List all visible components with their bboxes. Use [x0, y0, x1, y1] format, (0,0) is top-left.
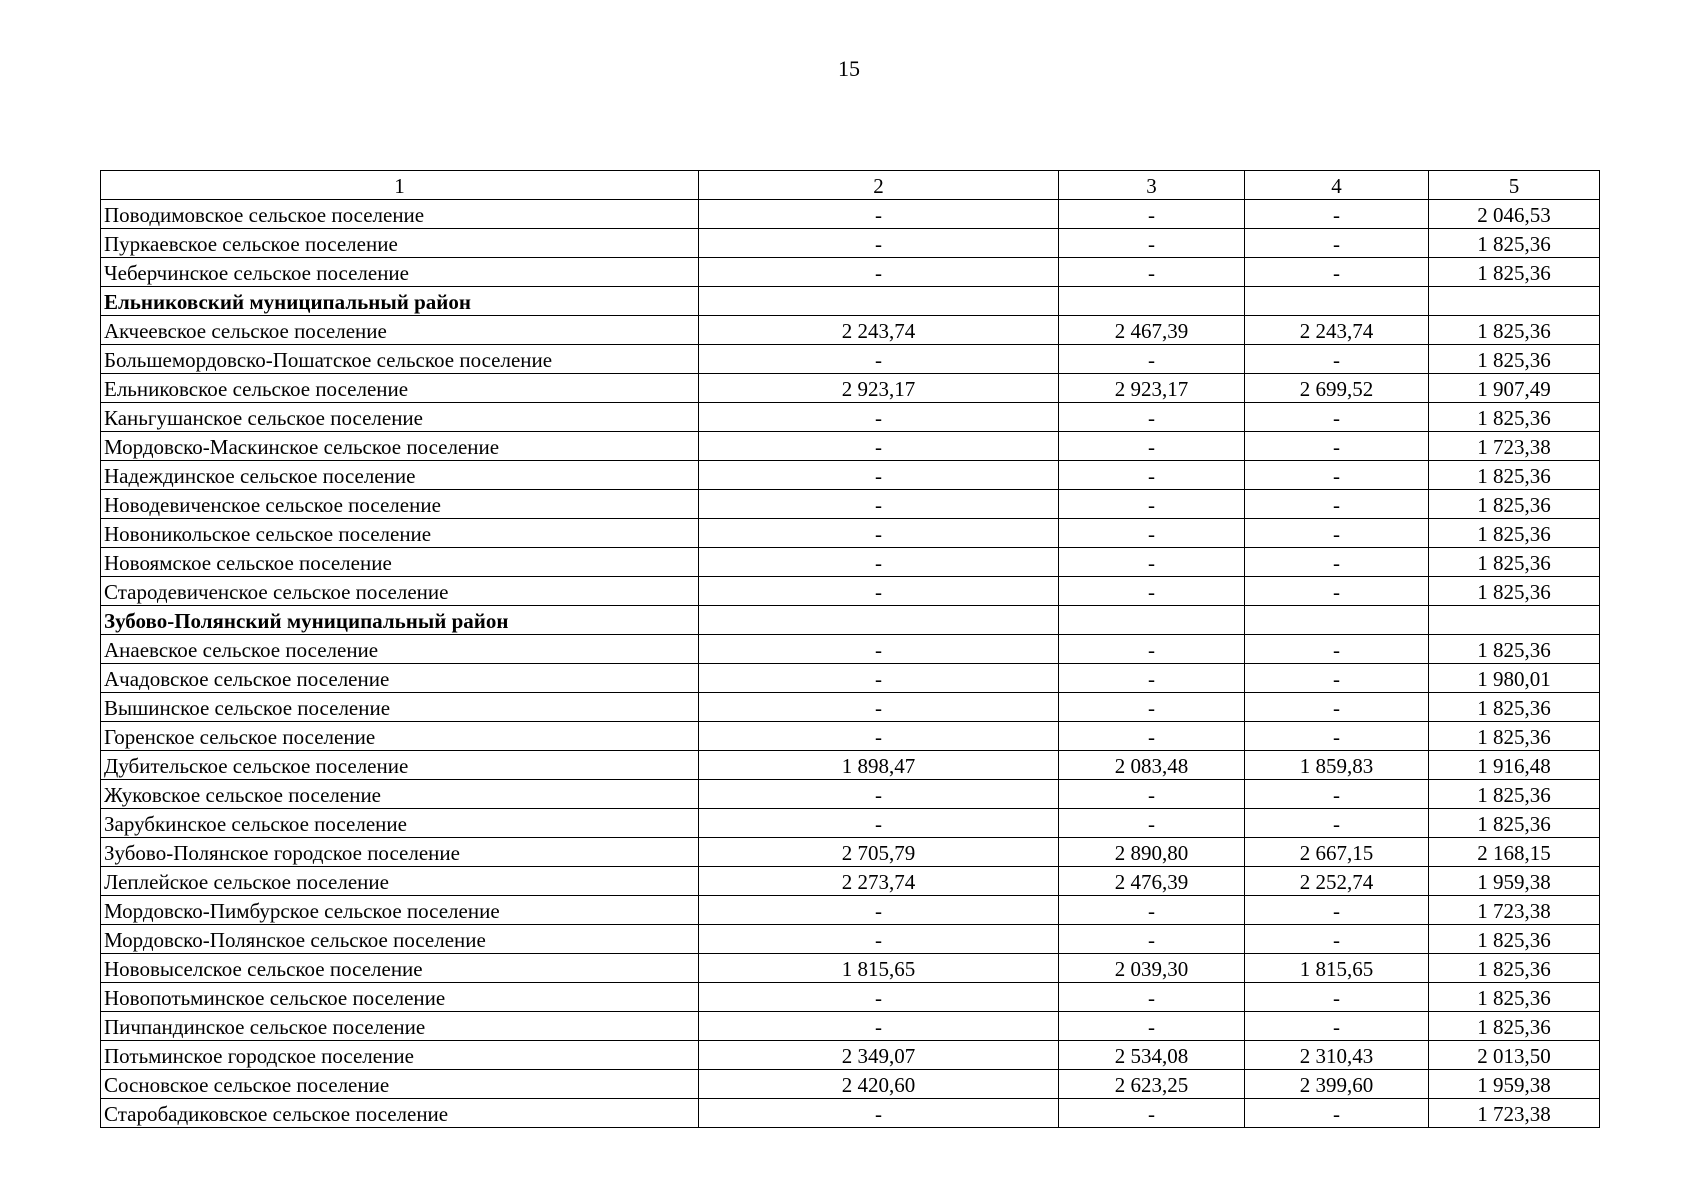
value-cell-col-4: 1 815,65: [1245, 954, 1429, 983]
value-cell-col-3: 2 039,30: [1059, 954, 1245, 983]
value-cell-col-4: -: [1245, 693, 1429, 722]
settlement-name-cell: Зубово-Полянское городское поселение: [101, 838, 699, 867]
value-cell-col-4: 2 243,74: [1245, 316, 1429, 345]
table-row: [101, 751, 1600, 780]
value-cell-col-2: -: [699, 229, 1059, 258]
settlement-name-cell: Каньгушанское сельское поселение: [101, 403, 699, 432]
table-row: [101, 490, 1600, 519]
value-cell-col-3: -: [1059, 229, 1245, 258]
table-row: [101, 229, 1600, 258]
table-row: [101, 838, 1600, 867]
value-cell-col-4: 2 252,74: [1245, 867, 1429, 896]
value-cell-col-3: -: [1059, 490, 1245, 519]
district-header-row: [101, 287, 1600, 316]
value-cell-col-4: [1245, 287, 1429, 316]
table-row: [101, 635, 1600, 664]
table-row: [101, 432, 1600, 461]
value-cell-col-2: 2 273,74: [699, 867, 1059, 896]
value-cell-col-4: -: [1245, 896, 1429, 925]
table-row: [101, 983, 1600, 1012]
value-cell-col-2: -: [699, 432, 1059, 461]
value-cell-col-3: -: [1059, 925, 1245, 954]
value-cell-col-5: [1429, 287, 1600, 316]
table-row: [101, 867, 1600, 896]
settlement-name-cell: Дубительское сельское поселение: [101, 751, 699, 780]
settlement-name-cell: Сосновское сельское поселение: [101, 1070, 699, 1099]
value-cell-col-5: 1 723,38: [1429, 896, 1600, 925]
value-cell-col-3: -: [1059, 780, 1245, 809]
value-cell-col-5: 1 825,36: [1429, 461, 1600, 490]
settlement-name-cell: Стародевиченское сельское поселение: [101, 577, 699, 606]
value-cell-col-4: -: [1245, 722, 1429, 751]
table-body: [101, 171, 1600, 1128]
value-cell-col-5: 1 825,36: [1429, 316, 1600, 345]
value-cell-col-4: -: [1245, 780, 1429, 809]
value-cell-col-5: 1 825,36: [1429, 490, 1600, 519]
value-cell-col-2: -: [699, 403, 1059, 432]
value-cell-col-5: 1 907,49: [1429, 374, 1600, 403]
table-row: [101, 809, 1600, 838]
settlement-name-cell: Новодевиченское сельское поселение: [101, 490, 699, 519]
settlement-name-cell: Чеберчинское сельское поселение: [101, 258, 699, 287]
value-cell-col-4: -: [1245, 635, 1429, 664]
table-row: [101, 519, 1600, 548]
value-cell-col-3: -: [1059, 345, 1245, 374]
settlement-name-cell: Старобадиковское сельское поселение: [101, 1099, 699, 1128]
page-number: 15: [838, 56, 860, 81]
value-cell-col-5: 1 825,36: [1429, 722, 1600, 751]
value-cell-col-2: -: [699, 258, 1059, 287]
table-row: [101, 925, 1600, 954]
value-cell-col-5: 1 825,36: [1429, 1012, 1600, 1041]
value-cell-col-3: [1059, 606, 1245, 635]
settlement-name-cell: Жуковское сельское поселение: [101, 780, 699, 809]
settlement-name-cell: Ельниковское сельское поселение: [101, 374, 699, 403]
table-row: [101, 896, 1600, 925]
settlement-name-cell: Ельниковский муниципальный район: [101, 287, 699, 316]
settlement-name-cell: Мордовско-Пимбурское сельское поселение: [101, 896, 699, 925]
value-cell-col-2: 2 349,07: [699, 1041, 1059, 1070]
value-cell-col-5: 1 825,36: [1429, 780, 1600, 809]
value-cell-col-4: -: [1245, 490, 1429, 519]
table-row: [101, 577, 1600, 606]
value-cell-col-4: -: [1245, 461, 1429, 490]
value-cell-col-5: 1 980,01: [1429, 664, 1600, 693]
value-cell-col-3: -: [1059, 403, 1245, 432]
header-cell-2: 2: [699, 171, 1059, 200]
value-cell-col-3: 2 923,17: [1059, 374, 1245, 403]
table-row: [101, 664, 1600, 693]
settlement-name-cell: Новопотьминское сельское поселение: [101, 983, 699, 1012]
value-cell-col-2: -: [699, 519, 1059, 548]
value-cell-col-2: 1 898,47: [699, 751, 1059, 780]
table-row: [101, 1012, 1600, 1041]
settlement-name-cell: Пуркаевское сельское поселение: [101, 229, 699, 258]
value-cell-col-4: [1245, 606, 1429, 635]
value-cell-col-2: -: [699, 577, 1059, 606]
settlement-name-cell: Зарубкинское сельское поселение: [101, 809, 699, 838]
value-cell-col-3: [1059, 287, 1245, 316]
table-row: [101, 258, 1600, 287]
value-cell-col-5: [1429, 606, 1600, 635]
value-cell-col-2: -: [699, 983, 1059, 1012]
value-cell-col-4: -: [1245, 983, 1429, 1012]
value-cell-col-3: -: [1059, 577, 1245, 606]
settlement-name-cell: Поводимовское сельское поселение: [101, 200, 699, 229]
value-cell-col-2: -: [699, 548, 1059, 577]
table-row: [101, 345, 1600, 374]
value-cell-col-3: -: [1059, 896, 1245, 925]
table-row: [101, 548, 1600, 577]
value-cell-col-2: 2 420,60: [699, 1070, 1059, 1099]
value-cell-col-4: -: [1245, 345, 1429, 374]
value-cell-col-2: -: [699, 200, 1059, 229]
tariff-table: [100, 170, 1600, 1128]
settlement-name-cell: Новоникольское сельское поселение: [101, 519, 699, 548]
value-cell-col-2: -: [699, 490, 1059, 519]
value-cell-col-5: 1 825,36: [1429, 983, 1600, 1012]
value-cell-col-2: 2 705,79: [699, 838, 1059, 867]
value-cell-col-3: 2 534,08: [1059, 1041, 1245, 1070]
value-cell-col-2: -: [699, 809, 1059, 838]
value-cell-col-3: -: [1059, 548, 1245, 577]
value-cell-col-3: 2 467,39: [1059, 316, 1245, 345]
settlement-name-cell: Вышинское сельское поселение: [101, 693, 699, 722]
value-cell-col-3: 2 476,39: [1059, 867, 1245, 896]
table-row: [101, 780, 1600, 809]
value-cell-col-5: 1 825,36: [1429, 693, 1600, 722]
value-cell-col-3: -: [1059, 461, 1245, 490]
value-cell-col-2: -: [699, 461, 1059, 490]
value-cell-col-4: 2 399,60: [1245, 1070, 1429, 1099]
settlement-name-cell: Потьминское городское поселение: [101, 1041, 699, 1070]
value-cell-col-4: -: [1245, 548, 1429, 577]
table-row: [101, 693, 1600, 722]
value-cell-col-2: -: [699, 693, 1059, 722]
value-cell-col-2: -: [699, 664, 1059, 693]
header-cell-5: 5: [1429, 171, 1600, 200]
value-cell-col-5: 2 046,53: [1429, 200, 1600, 229]
value-cell-col-2: -: [699, 896, 1059, 925]
value-cell-col-2: -: [699, 780, 1059, 809]
settlement-name-cell: Пичпандинское сельское поселение: [101, 1012, 699, 1041]
value-cell-col-3: -: [1059, 722, 1245, 751]
value-cell-col-3: -: [1059, 258, 1245, 287]
header-row: [101, 171, 1600, 200]
table-row: [101, 200, 1600, 229]
value-cell-col-3: -: [1059, 664, 1245, 693]
value-cell-col-3: -: [1059, 635, 1245, 664]
table-row: [101, 1099, 1600, 1128]
value-cell-col-4: 2 667,15: [1245, 838, 1429, 867]
value-cell-col-4: -: [1245, 229, 1429, 258]
value-cell-col-2: -: [699, 722, 1059, 751]
value-cell-col-2: 2 923,17: [699, 374, 1059, 403]
value-cell-col-4: -: [1245, 519, 1429, 548]
settlement-name-cell: Леплейское сельское поселение: [101, 867, 699, 896]
settlement-name-cell: Ачадовское сельское поселение: [101, 664, 699, 693]
value-cell-col-3: -: [1059, 1099, 1245, 1128]
settlement-name-cell: Мордовско-Маскинское сельское поселение: [101, 432, 699, 461]
table-row: [101, 1070, 1600, 1099]
table-row: [101, 403, 1600, 432]
value-cell-col-3: 2 890,80: [1059, 838, 1245, 867]
value-cell-col-5: 1 825,36: [1429, 635, 1600, 664]
value-cell-col-2: -: [699, 925, 1059, 954]
value-cell-col-5: 1 825,36: [1429, 519, 1600, 548]
value-cell-col-4: -: [1245, 809, 1429, 838]
settlement-name-cell: Анаевское сельское поселение: [101, 635, 699, 664]
value-cell-col-2: -: [699, 1012, 1059, 1041]
value-cell-col-4: -: [1245, 200, 1429, 229]
value-cell-col-4: 2 699,52: [1245, 374, 1429, 403]
value-cell-col-5: 2 168,15: [1429, 838, 1600, 867]
value-cell-col-4: -: [1245, 258, 1429, 287]
value-cell-col-2: -: [699, 635, 1059, 664]
value-cell-col-5: 1 825,36: [1429, 548, 1600, 577]
settlement-name-cell: Акчеевское сельское поселение: [101, 316, 699, 345]
value-cell-col-5: 1 959,38: [1429, 1070, 1600, 1099]
value-cell-col-5: 1 825,36: [1429, 345, 1600, 374]
value-cell-col-5: 1 825,36: [1429, 925, 1600, 954]
value-cell-col-3: -: [1059, 809, 1245, 838]
value-cell-col-5: 1 825,36: [1429, 258, 1600, 287]
value-cell-col-5: 1 825,36: [1429, 403, 1600, 432]
value-cell-col-3: -: [1059, 200, 1245, 229]
value-cell-col-4: -: [1245, 1012, 1429, 1041]
value-cell-col-4: 1 859,83: [1245, 751, 1429, 780]
settlement-name-cell: Мордовско-Полянское сельское поселение: [101, 925, 699, 954]
value-cell-col-5: 1 959,38: [1429, 867, 1600, 896]
settlement-name-cell: Горенское сельское поселение: [101, 722, 699, 751]
value-cell-col-5: 1 723,38: [1429, 1099, 1600, 1128]
value-cell-col-5: 1 825,36: [1429, 229, 1600, 258]
value-cell-col-3: 2 083,48: [1059, 751, 1245, 780]
table-row: [101, 954, 1600, 983]
settlement-name-cell: Надеждинское сельское поселение: [101, 461, 699, 490]
value-cell-col-5: 1 825,36: [1429, 577, 1600, 606]
value-cell-col-5: 1 825,36: [1429, 809, 1600, 838]
value-cell-col-5: 1 723,38: [1429, 432, 1600, 461]
value-cell-col-4: -: [1245, 664, 1429, 693]
value-cell-col-4: -: [1245, 403, 1429, 432]
value-cell-col-2: -: [699, 1099, 1059, 1128]
value-cell-col-3: -: [1059, 693, 1245, 722]
settlement-name-cell: Зубово-Полянский муниципальный район: [101, 606, 699, 635]
value-cell-col-2: [699, 606, 1059, 635]
header-cell-3: 3: [1059, 171, 1245, 200]
value-cell-col-2: [699, 287, 1059, 316]
value-cell-col-2: 2 243,74: [699, 316, 1059, 345]
value-cell-col-2: 1 815,65: [699, 954, 1059, 983]
value-cell-col-3: -: [1059, 983, 1245, 1012]
value-cell-col-4: 2 310,43: [1245, 1041, 1429, 1070]
value-cell-col-3: -: [1059, 432, 1245, 461]
value-cell-col-3: 2 623,25: [1059, 1070, 1245, 1099]
settlement-name-cell: Нововыселское сельское поселение: [101, 954, 699, 983]
table-row: [101, 374, 1600, 403]
value-cell-col-5: 1 916,48: [1429, 751, 1600, 780]
value-cell-col-4: -: [1245, 1099, 1429, 1128]
value-cell-col-4: -: [1245, 925, 1429, 954]
value-cell-col-4: -: [1245, 432, 1429, 461]
value-cell-col-2: -: [699, 345, 1059, 374]
table-row: [101, 316, 1600, 345]
value-cell-col-5: 1 825,36: [1429, 954, 1600, 983]
settlement-name-cell: Новоямское сельское поселение: [101, 548, 699, 577]
table-row: [101, 1041, 1600, 1070]
header-cell-1: 1: [101, 171, 699, 200]
value-cell-col-4: -: [1245, 577, 1429, 606]
settlement-name-cell: Большемордовско-Пошатское сельское поселение: [101, 345, 699, 374]
table-row: [101, 461, 1600, 490]
value-cell-col-3: -: [1059, 1012, 1245, 1041]
header-cell-4: 4: [1245, 171, 1429, 200]
value-cell-col-3: -: [1059, 519, 1245, 548]
table-row: [101, 722, 1600, 751]
value-cell-col-5: 2 013,50: [1429, 1041, 1600, 1070]
district-header-row: [101, 606, 1600, 635]
